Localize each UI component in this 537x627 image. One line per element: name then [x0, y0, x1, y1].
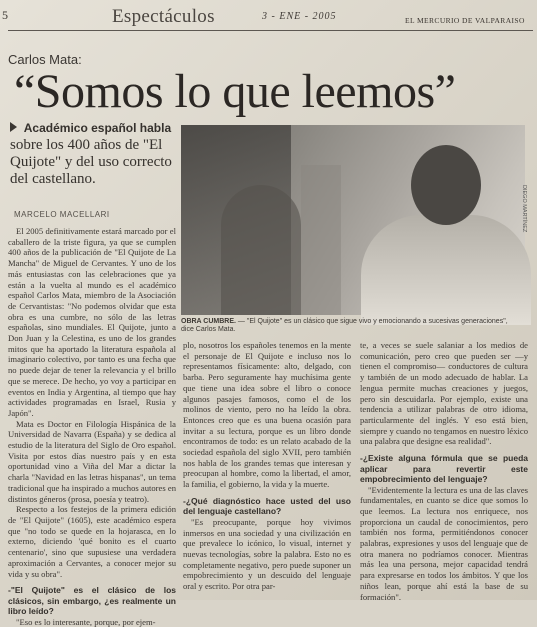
article-headline: “Somos lo que leemos” — [14, 65, 456, 118]
interview-question: -"El Quijote" es el clásico de los clásicos, sin embargo, ¿es realmente un libro leído? — [8, 585, 176, 617]
page-header — [0, 0, 537, 30]
caption-label: OBRA CUMBRE. — [181, 318, 236, 325]
paragraph: plo, nosotros los españoles tenemos en la mente el personaje de El Quijote e incluso nos lo representamos físicamente: alto, delgado, con barba. Pero seguramente hay muchísima gente que tiene una idea sobre el libro o conoce algunos pasajes famosos, como el de los molinos de viento, pero no ha leído la obra. Entonces creo que es una buena ocasión para invitar a su lectura, porque es un libro donde encontramos de todo: es un relato acabado de la sociedad española del siglo XVII, pero también nos habla de los grandes temas que interesan y preocupan al hombre, como la libertad, el amor, la familia, el gobierno, la vida y la muerte. — [183, 340, 351, 490]
handwritten-date: 3 - ENE - 2005 — [262, 11, 337, 22]
paragraph: "Evidentemente la lectura es una de las claves fundamentales, en cuanto se dice que somos lo que leemos. La lectura nos enriquece, nos proporciona un caudal de conocimientos, pero también nos forma, permitiéndonos conocer palabras, expresiones y usos del lenguaje que de otra manera no podríamos conocer. Mientras más lea una persona, mejor capacidad tendrá para expresarse en todos los ámbitos. Y que los niños lean, porque ahí está la base de su formación". — [360, 484, 528, 602]
column-2 — [183, 340, 351, 592]
article-photo — [181, 125, 525, 315]
paragraph: El 2005 definitivamente estará marcado por el caballero de la triste figura, ya que se cumplen 400 años de la publicación de "El Quijote de La Mancha" de Miguel de Cervantes. Y uno de los más entusiastas con las celebraciones que ya están a la vuelta al mundo es el académico español Carlos Mata, miembro de la Asociación de Cervantistas: "No podemos olvidar que esta obra es una cumbre, no sólo de las letras españolas, sino mundiales. El Quijote, junto a Don Juan y la Celestina, es uno de los grandes mitos que ha aportado la literatura española al imaginario colectivo, por tanto es una fecha que no puede dejar de tener la relevancia y el brillo que se merece. De hecho, yo voy a participar en eventos en India y Argentina, al tiempo que hay actividades programadas en Israel, Rusia y Japón". — [8, 226, 176, 418]
byline: MARCELO MACELLARI — [14, 210, 110, 219]
deck-text: sobre los 400 años de "El Quijote" y del uso correcto del castellano. — [10, 137, 172, 187]
article-kicker: Carlos Mata: — [8, 52, 82, 67]
paragraph: Respecto a los festejos de la primera edición de "El Quijote" (1605), este académico espera que "no todo se quede en la hojarasca, en lo externo, diciendo 'qué bonito es el cuarto centenario', sino que supusiese una verdadera aproximación a Cervantes, a conocer mejor su vida y su obra". — [8, 504, 176, 579]
column-3 — [360, 340, 528, 602]
interview-question: -¿Qué diagnóstico hace usted del uso del lenguaje castellano? — [183, 495, 351, 517]
deck-bold-text: Académico español habla — [23, 121, 172, 135]
column-1 — [8, 226, 176, 627]
newspaper-name: EL MERCURIO DE VALPARAISO — [405, 16, 525, 25]
section-title: Espectáculos — [112, 6, 215, 27]
caption-attribution: dice Carlos Mata. — [181, 326, 236, 333]
header-rule — [8, 30, 533, 31]
photo-credit: DIEGO MARTÍNEZ — [521, 185, 527, 233]
interview-question: -¿Existe alguna fórmula que se pueda aplicar para revertir este empobrecimiento del lenguaje? — [360, 453, 528, 485]
article-deck — [10, 120, 180, 188]
paragraph: "Es preocupante, porque hoy vivimos inmersos en una sociedad y una civilización en que prevalece lo icónico, lo visual, internet y nuevas tecnologías, sobre la palabra. Esto no es completamente negativo, pero puede suponer un empobrecimiento y un descuido del lenguaje oral y escrito. Por otra par- — [183, 516, 351, 592]
caption-text: — "El Quijote" es un clásico que sigue vivo y emocionando a sucesivas generaciones", — [237, 318, 508, 325]
page-number: 5 — [2, 8, 8, 22]
triangle-bullet-icon — [10, 122, 17, 132]
paragraph: Mata es Doctor en Filología Hispánica de la Universidad de Navarra (España) y se dedica al estudio de la literatura del Siglo de Oro español. Visita por estos días nuestro país y en esta oportunidad vino a Viña del Mar a dictar la charla "Navidad en las letras hispanas", un tema tradicional que ha inspirado a muchos autores en distintos géneros (prosa, poesía y teatro). — [8, 418, 176, 504]
photo-caption — [181, 317, 525, 326]
paragraph: te, a veces se suele salaniar a los medios de comunicación, pero creo que pueden ser —y tienen el compromiso— conductores de cultura y también de un modo adecuado de hablar. La lengua permite muchas creaciones y juegos, pero sin descuidarla. Por ejemplo, existe una tendencia a utilizar palabras de otro idioma, particularmente del inglés. Y eso está bien, siempre y cuando no tengamos en nuestro léxico una palabra que designe esa realidad". — [360, 340, 528, 447]
paragraph: "Eso es lo interesante, porque, por ejem- — [16, 616, 156, 627]
